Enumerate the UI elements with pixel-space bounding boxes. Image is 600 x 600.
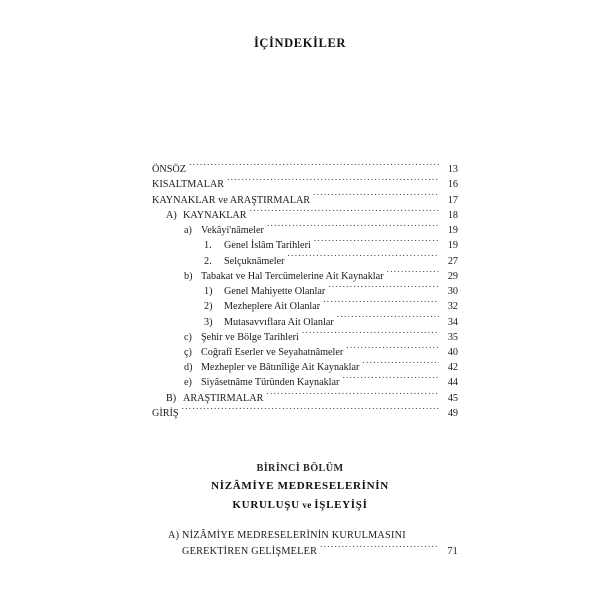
toc-entry[interactable] <box>152 330 458 345</box>
toc-entry-label: Coğrafî Eserler ve Seyahatnâmeler <box>201 347 344 358</box>
toc-entry[interactable] <box>152 253 458 268</box>
section-entry-a <box>168 528 458 560</box>
dot-leader <box>314 238 439 248</box>
toc-entry-label: Mutasavvıflara Ait Olanlar <box>224 316 334 328</box>
toc-entry-page-number: 35 <box>447 331 458 343</box>
toc-entry[interactable] <box>152 223 458 238</box>
toc-entry-label: KAYNAKLAR ve ARAŞTIRMALAR <box>152 194 311 206</box>
chapter-kicker: BİRİNCİ BÖLÜM <box>256 463 344 474</box>
toc-entry-label: Genel Mahiyette Olanlar <box>224 286 326 298</box>
toc-entry-label: Tabakat ve Hal Tercümelerine Ait Kaynaklar <box>201 270 384 282</box>
toc-entry-page-number: 34 <box>447 316 458 328</box>
toc-entry-label: Vekâyi'nâmeler <box>201 225 264 237</box>
chapter-title-line-1: NİZÂMİYE MEDRESELERİNİN <box>211 480 389 492</box>
dot-leader <box>346 345 439 355</box>
section-entry-line-2 <box>168 544 458 560</box>
toc-entry-list <box>152 162 458 421</box>
section-page-number: 71 <box>447 546 458 558</box>
toc-entry-page-number: 29 <box>447 270 458 282</box>
toc-entry-label: Selçuknâmeler <box>224 255 285 267</box>
toc-entry[interactable] <box>152 406 458 421</box>
toc-entry-marker: a) <box>184 225 192 237</box>
toc-entry-label: Mezheplere Ait Olanlar <box>224 301 321 313</box>
toc-entry-marker: ç) <box>184 347 192 358</box>
toc-entry[interactable] <box>152 299 458 314</box>
dot-leader <box>302 330 439 340</box>
dot-leader <box>250 208 439 218</box>
toc-entry-page-number: 13 <box>447 164 458 176</box>
page-title: İÇİNDEKİLER <box>253 36 347 50</box>
toc-entry-label: Siyâsetnâme Türünden Kaynaklar <box>201 377 340 389</box>
dot-leader <box>227 177 439 187</box>
toc-entry[interactable] <box>152 345 458 360</box>
section-entry-line-1: A) NİZÂMİYE MEDRESELERİNİN KURULMASINI <box>168 530 406 541</box>
dot-leader <box>288 253 439 263</box>
dot-leader <box>267 223 439 233</box>
toc-entry-marker: e) <box>184 377 192 389</box>
chapter-title-line-2 <box>0 496 600 515</box>
toc-entry-page-number: 40 <box>447 347 458 358</box>
toc-entry-label: Şehir ve Bölge Tarihleri <box>201 331 299 343</box>
toc-entry[interactable] <box>152 162 458 177</box>
toc-entry[interactable] <box>152 208 458 223</box>
toc-entry-page-number: 19 <box>447 240 458 252</box>
dot-leader <box>320 544 439 554</box>
toc-entry[interactable] <box>152 391 458 406</box>
toc-entry[interactable] <box>152 360 458 375</box>
toc-entry[interactable] <box>152 375 458 390</box>
toc-entry[interactable] <box>152 284 458 299</box>
toc-entry-page-number: 27 <box>447 255 458 267</box>
toc-entry-marker: A) <box>166 209 177 221</box>
toc-entry-label: KAYNAKLAR <box>183 209 247 221</box>
toc-entry-label: ÖNSÖZ <box>152 164 186 176</box>
dot-leader <box>362 360 439 370</box>
dot-leader <box>328 284 439 294</box>
toc-entry-page-number: 19 <box>447 225 458 237</box>
toc-entry-marker: b) <box>184 270 193 282</box>
dot-leader <box>387 269 439 279</box>
toc-entry-label: KISALTMALAR <box>152 179 225 191</box>
toc-entry-page-number: 17 <box>447 194 458 206</box>
toc-entry[interactable] <box>152 269 458 284</box>
toc-entry-page-number: 32 <box>447 301 458 313</box>
toc-entry-page-number: 30 <box>447 286 458 298</box>
dot-leader <box>189 162 439 172</box>
toc-entry-page-number: 49 <box>447 407 458 419</box>
dot-leader <box>342 375 439 385</box>
toc-entry[interactable] <box>152 177 458 192</box>
toc-entry-marker: B) <box>166 392 177 404</box>
dot-leader <box>313 192 439 202</box>
toc-entry-label: GİRİŞ <box>152 407 179 419</box>
toc-entry-label: ARAŞTIRMALAR <box>183 392 264 404</box>
dot-leader <box>266 391 439 401</box>
toc-entry-marker: 2. <box>204 255 212 267</box>
toc-entry-marker: 2) <box>204 301 213 313</box>
toc-entry-marker: c) <box>184 331 192 343</box>
chapter-title-line-2-part-2: İŞLEYİŞİ <box>314 499 368 511</box>
toc-entry-marker: d) <box>184 362 193 374</box>
chapter-title-conjunction: ve <box>302 500 312 510</box>
toc-entry-page-number: 42 <box>447 362 458 374</box>
toc-entry-page-number: 44 <box>447 377 458 389</box>
toc-entry-marker: 1. <box>204 240 212 252</box>
toc-entry[interactable] <box>152 314 458 329</box>
toc-entry-marker: 1) <box>204 286 213 298</box>
dot-leader <box>182 406 439 416</box>
chapter-heading-block <box>0 461 600 515</box>
toc-entry-label: Mezhepler ve Bâtınîliğe Ait Kaynaklar <box>201 362 360 374</box>
section-entry-label: GEREKTİREN GELİŞMELER <box>182 546 318 558</box>
toc-entry-page-number: 16 <box>447 179 458 191</box>
toc-entry-label: Genel İslâm Tarihleri <box>224 240 311 252</box>
chapter-title-line-2-part-1: KURULUŞU <box>232 499 300 511</box>
dot-leader <box>323 299 439 309</box>
toc-entry-page-number: 45 <box>447 392 458 404</box>
toc-entry[interactable] <box>152 192 458 207</box>
toc-entry-page-number: 18 <box>447 209 458 221</box>
toc-entry[interactable] <box>152 238 458 253</box>
toc-entry-marker: 3) <box>204 316 213 328</box>
dot-leader <box>337 314 439 324</box>
